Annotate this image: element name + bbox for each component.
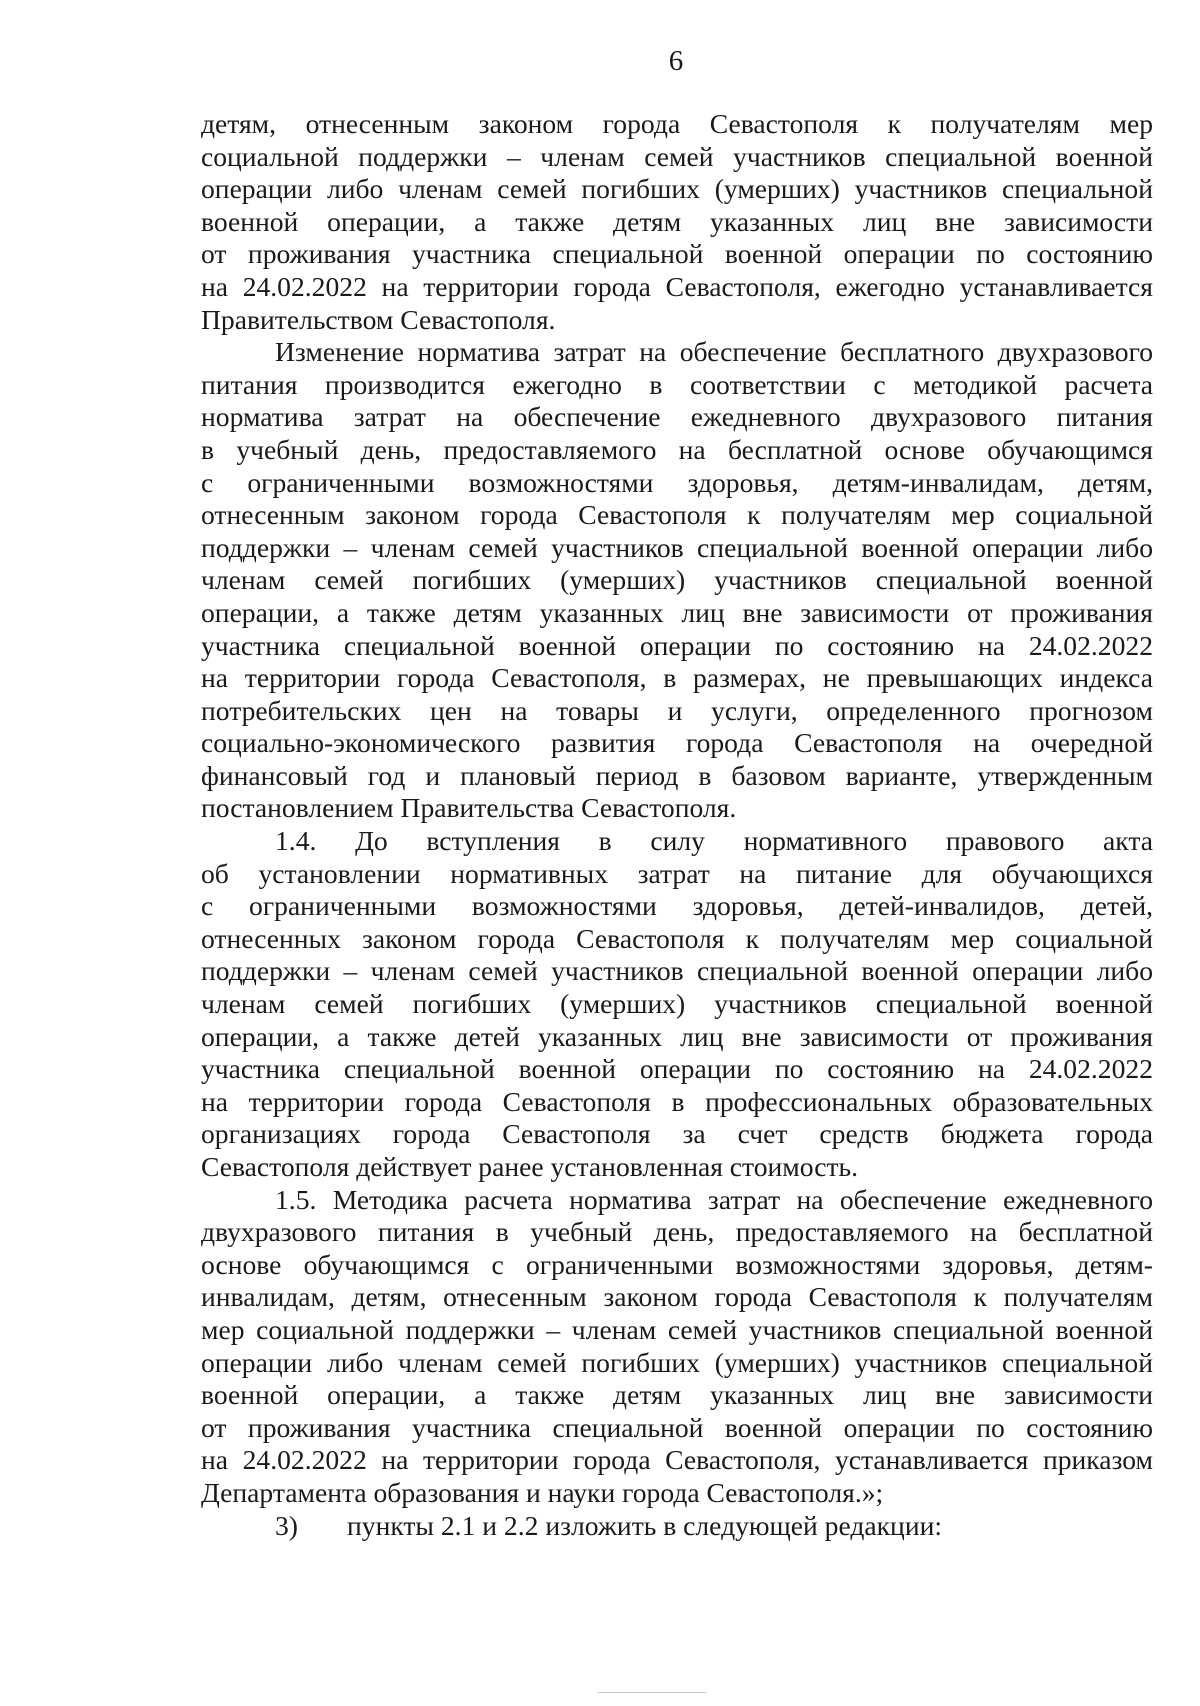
- text-line: 1.5. Методика расчета норматива затрат на обеспечение ежедневного: [275, 1183, 1153, 1215]
- text-line: участника специальной военной операции по состоянию на 24.02.2022: [201, 1053, 1153, 1085]
- text-line: на территории города Севастополя в профессиональных образовательных: [201, 1085, 1153, 1117]
- text-line: отнесенным законом города Севастополя к получателям мер социальной: [201, 499, 1153, 531]
- text-line: потребительских цен на товары и услуги, определенного прогнозом: [201, 694, 1153, 726]
- text-line: операции, а также детям указанных лиц вне зависимости от проживания: [201, 596, 1153, 628]
- text-line: военной операции, а также детям указанных лиц вне зависимости: [201, 205, 1153, 237]
- document-body: [201, 108, 1153, 1542]
- text-line: с ограниченными возможностями здоровья, детям-инвалидам, детям,: [201, 466, 1153, 498]
- text-line: Изменение норматива затрат на обеспечение бесплатного двухразового: [275, 336, 1153, 368]
- page-number: 6: [668, 45, 684, 77]
- text-line: членам семей погибших (умерших) участников специальной военной: [201, 988, 1153, 1020]
- text-line: военной операции, а также детям указанных лиц вне зависимости: [201, 1379, 1153, 1411]
- list-item-text: пункты 2.1 и 2.2 изложить в следующей редакции:: [347, 1509, 943, 1541]
- text-line: социально-экономического развития города Севастополя на очередной: [201, 727, 1153, 759]
- text-line: с ограниченными возможностями здоровья, детей-инвалидов, детей,: [201, 890, 1153, 922]
- list-item-number: 3): [275, 1509, 298, 1541]
- text-line: операции либо членам семей погибших (умерших) участников специальной: [201, 1346, 1153, 1378]
- text-line: на территории города Севастополя, в размерах, не превышающих индекса: [201, 662, 1153, 694]
- text-line: Правительством Севастополя.: [201, 303, 556, 335]
- text-line: Департамента образования и науки города Севастополя.»;: [201, 1476, 884, 1508]
- text-line: поддержки – членам семей участников специальной военной операции либо: [201, 955, 1153, 987]
- text-line: основе обучающимся с ограниченными возможностями здоровья, детям-: [201, 1248, 1153, 1280]
- text-line: об установлении нормативных затрат на питание для обучающихся: [201, 857, 1153, 889]
- text-line: на 24.02.2022 на территории города Севастополя, устанавливается приказом: [201, 1444, 1153, 1476]
- text-line: отнесенных законом города Севастополя к получателям мер социальной: [201, 922, 1153, 954]
- text-line: в учебный день, предоставляемого на бесплатной основе обучающимся: [201, 433, 1153, 465]
- text-line: мер социальной поддержки – членам семей участников специальной военной: [201, 1313, 1153, 1345]
- text-line: Севастополя действует ранее установленная стоимость.: [201, 1151, 859, 1182]
- scan-artifact-line: [598, 1692, 706, 1695]
- text-line: операции, а также детей указанных лиц вне зависимости от проживания: [201, 1020, 1153, 1052]
- text-line: питания производится ежегодно в соответствии с методикой расчета: [201, 368, 1153, 400]
- text-line: инвалидам, детям, отнесенным законом города Севастополя к получателям: [201, 1281, 1153, 1313]
- text-line: 1.4. До вступления в силу нормативного правового акта: [275, 825, 1153, 857]
- text-line: на 24.02.2022 на территории города Севастополя, ежегодно устанавливается: [201, 270, 1153, 302]
- text-line: финансовый год и плановый период в базовом варианте, утвержденным: [201, 759, 1153, 791]
- text-line: двухразового питания в учебный день, предоставляемого на бесплатной: [201, 1216, 1153, 1248]
- text-line: поддержки – членам семей участников специальной военной операции либо: [201, 531, 1153, 563]
- list-item-3: [201, 1510, 1153, 1543]
- text-line: от проживания участника специальной военной операции по состоянию: [201, 238, 1153, 270]
- text-line: членам семей погибших (умерших) участников специальной военной: [201, 564, 1153, 596]
- text-line: детям, отнесенным законом города Севастополя к получателям мер: [201, 108, 1153, 139]
- text-line: социальной поддержки – членам семей участников специальной военной: [201, 140, 1153, 172]
- text-line: норматива затрат на обеспечение ежедневного двухразового питания: [201, 401, 1153, 433]
- text-line: участника специальной военной операции по состоянию на 24.02.2022: [201, 629, 1153, 661]
- text-line: организациях города Севастополя за счет средств бюджета города: [201, 1118, 1153, 1150]
- text-line: операции либо членам семей погибших (умерших) участников специальной: [201, 173, 1153, 205]
- text-line: от проживания участника специальной военной операции по состоянию: [201, 1411, 1153, 1443]
- text-line: постановлением Правительства Севастополя.: [201, 792, 737, 824]
